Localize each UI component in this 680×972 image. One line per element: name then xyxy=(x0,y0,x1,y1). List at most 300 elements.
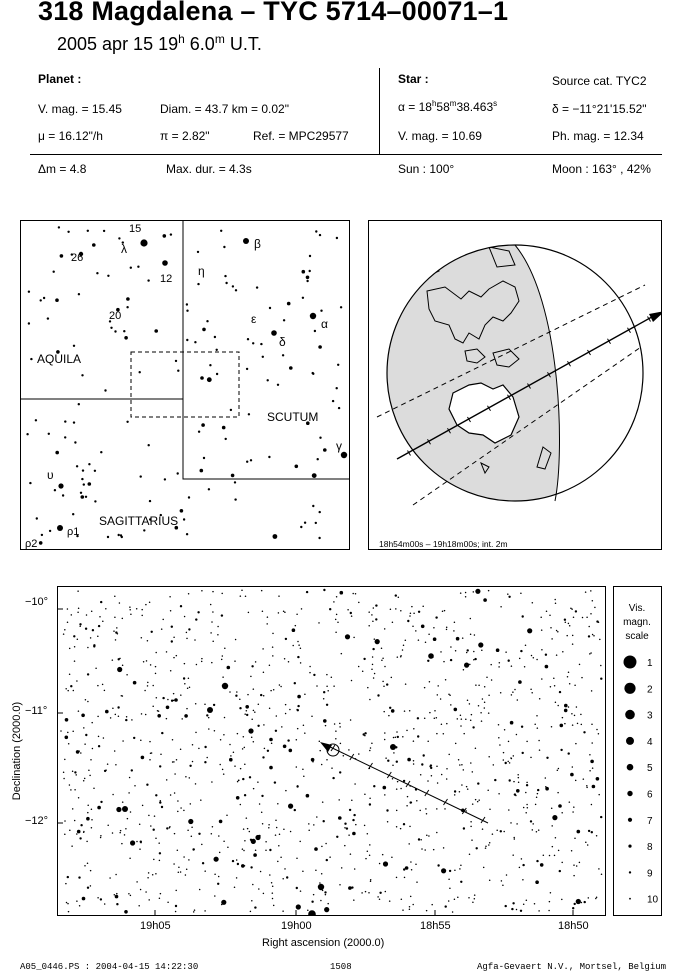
finder-star xyxy=(200,376,204,380)
chart-star xyxy=(68,743,70,745)
chart-star xyxy=(222,676,224,678)
chart-star xyxy=(518,680,522,684)
chart-star xyxy=(530,688,532,690)
chart-star xyxy=(454,622,456,624)
chart-star xyxy=(275,730,277,732)
chart-star xyxy=(60,730,62,732)
finder-star xyxy=(323,448,327,452)
chart-star xyxy=(455,743,457,745)
chart-star xyxy=(323,820,325,822)
chart-star xyxy=(540,863,544,867)
chart-star xyxy=(236,859,238,861)
chart-star xyxy=(336,836,338,838)
chart-star xyxy=(505,651,507,653)
chart-star xyxy=(552,815,557,820)
star-label: 15 xyxy=(129,223,142,235)
chart-star xyxy=(249,831,251,833)
chart-star xyxy=(576,865,578,867)
chart-star xyxy=(596,777,600,781)
finder-star xyxy=(302,297,304,299)
chart-star xyxy=(161,628,163,630)
chart-star xyxy=(514,689,516,691)
chart-star xyxy=(413,740,415,742)
chart-star xyxy=(126,716,128,718)
chart-star xyxy=(351,799,353,801)
chart-star xyxy=(382,657,384,659)
chart-star xyxy=(570,773,574,777)
chart-star xyxy=(91,610,93,612)
chart-star xyxy=(196,664,198,666)
chart-star xyxy=(78,608,80,610)
chart-star xyxy=(420,839,422,841)
chart-star xyxy=(522,615,524,617)
chart-star xyxy=(440,698,442,700)
chart-star xyxy=(461,764,463,766)
chart-star xyxy=(184,683,186,685)
chart-star xyxy=(103,737,105,739)
chart-star xyxy=(498,737,500,739)
chart-star xyxy=(572,811,574,813)
chart-star xyxy=(530,820,532,822)
chart-star xyxy=(470,618,472,620)
chart-star xyxy=(119,658,121,660)
chart-star xyxy=(466,652,468,654)
chart-star xyxy=(323,589,325,591)
chart-star xyxy=(297,695,301,699)
chart-star xyxy=(549,615,551,617)
finder-star xyxy=(58,483,63,488)
planet-reference: Ref. = MPC29577 xyxy=(253,129,349,143)
chart-star xyxy=(130,613,132,615)
finder-star xyxy=(170,233,172,235)
chart-star xyxy=(247,828,249,830)
chart-star xyxy=(114,595,116,597)
legend-magnitude-label: 8 xyxy=(647,842,653,854)
chart-star xyxy=(499,662,501,664)
chart-star xyxy=(470,821,472,823)
chart-star xyxy=(384,732,386,734)
chart-star xyxy=(427,780,429,782)
chart-star xyxy=(555,603,557,605)
chart-star xyxy=(426,835,428,837)
chart-star xyxy=(488,695,490,697)
chart-star xyxy=(454,898,456,900)
chart-star xyxy=(296,614,298,616)
chart-star xyxy=(419,810,421,812)
chart-star xyxy=(172,739,174,741)
star-chart-svg xyxy=(58,587,605,915)
finder-star xyxy=(232,285,234,287)
chart-star xyxy=(436,717,438,719)
finder-star xyxy=(246,368,248,370)
chart-star xyxy=(548,910,550,912)
chart-star xyxy=(427,660,429,662)
chart-star xyxy=(296,887,298,889)
chart-star xyxy=(177,800,179,802)
finder-star xyxy=(47,317,49,319)
chart-star xyxy=(289,709,291,711)
chart-star xyxy=(494,779,496,781)
chart-star xyxy=(433,637,437,641)
chart-star xyxy=(367,850,369,852)
finder-star xyxy=(220,230,222,232)
chart-star xyxy=(516,734,518,736)
chart-star xyxy=(445,679,447,681)
chart-star xyxy=(173,657,175,659)
chart-star xyxy=(478,684,480,686)
finder-star xyxy=(268,456,270,458)
chart-star xyxy=(391,677,393,679)
finder-star xyxy=(124,336,128,340)
chart-star xyxy=(370,879,372,881)
ra-tick-label: 18h55 xyxy=(420,920,451,932)
chart-star xyxy=(221,659,223,661)
chart-star xyxy=(444,808,446,810)
chart-star xyxy=(158,842,160,844)
chart-star xyxy=(295,625,297,627)
chart-star xyxy=(574,838,576,840)
chart-star xyxy=(510,822,512,824)
finder-star xyxy=(53,271,55,273)
chart-star xyxy=(285,638,287,640)
ra-tick-label: 19h00 xyxy=(281,920,312,932)
chart-star xyxy=(474,658,476,660)
chart-star xyxy=(189,765,191,767)
finder-star xyxy=(73,345,75,347)
chart-star xyxy=(425,641,427,643)
chart-star xyxy=(146,660,148,662)
chart-star xyxy=(442,611,444,613)
chart-star xyxy=(526,782,528,784)
chart-star xyxy=(598,868,600,870)
chart-star xyxy=(392,778,394,780)
chart-star xyxy=(335,619,337,621)
chart-star xyxy=(579,664,581,666)
chart-star xyxy=(170,610,172,612)
chart-star xyxy=(76,750,80,754)
finder-star xyxy=(250,459,252,461)
chart-star xyxy=(98,625,100,627)
chart-star xyxy=(87,701,89,703)
finder-star xyxy=(137,266,139,268)
legend-magnitude-label: 2 xyxy=(647,684,653,696)
chart-star xyxy=(434,717,436,719)
finder-star xyxy=(103,230,105,232)
chart-star xyxy=(273,905,275,907)
chart-star xyxy=(322,801,324,803)
chart-star xyxy=(475,589,480,594)
chart-star xyxy=(541,678,543,680)
chart-star xyxy=(174,773,176,775)
finder-star xyxy=(148,444,150,446)
chart-star xyxy=(333,685,335,687)
chart-star xyxy=(550,892,552,894)
legend-title-line: magn. xyxy=(623,617,651,628)
chart-star xyxy=(86,614,88,616)
chart-star xyxy=(210,604,212,606)
chart-star xyxy=(236,877,238,879)
chart-star xyxy=(561,812,563,814)
legend-magnitude-dot xyxy=(624,683,635,694)
chart-star xyxy=(536,715,538,717)
chart-star xyxy=(239,698,241,700)
chart-star xyxy=(596,729,598,731)
chart-star xyxy=(65,883,67,885)
chart-star xyxy=(265,841,267,843)
chart-star xyxy=(78,710,80,712)
finder-star xyxy=(302,270,306,274)
chart-star xyxy=(554,685,556,687)
chart-star xyxy=(221,614,223,616)
chart-star xyxy=(590,613,592,615)
chart-star xyxy=(454,869,456,871)
chart-star xyxy=(232,860,234,862)
chart-star xyxy=(248,728,253,733)
finder-star xyxy=(310,313,316,319)
chart-star xyxy=(460,725,462,727)
chart-star xyxy=(469,854,471,856)
planet-motion: μ = 16.12"/h xyxy=(38,129,103,143)
chart-star xyxy=(224,717,226,719)
chart-star xyxy=(263,724,265,726)
chart-star xyxy=(269,766,273,770)
chart-star xyxy=(473,591,475,593)
finder-star xyxy=(92,243,96,247)
chart-star xyxy=(200,799,202,801)
chart-star xyxy=(78,797,80,799)
chart-star xyxy=(180,694,182,696)
finder-star xyxy=(72,513,74,515)
chart-star xyxy=(589,770,591,772)
chart-star xyxy=(473,659,475,661)
finder-star xyxy=(252,342,254,344)
chart-star xyxy=(191,835,193,837)
chart-star xyxy=(304,694,306,696)
chart-star xyxy=(474,634,476,636)
chart-star xyxy=(74,660,76,662)
legend-magnitude-label: 6 xyxy=(647,789,653,801)
chart-star xyxy=(367,687,369,689)
chart-star xyxy=(475,799,477,801)
chart-star xyxy=(100,801,102,803)
chart-star xyxy=(397,736,399,738)
chart-star xyxy=(147,877,149,879)
chart-star xyxy=(410,613,412,615)
chart-star xyxy=(551,808,553,810)
chart-star xyxy=(522,864,524,866)
chart-star xyxy=(92,748,94,750)
chart-star xyxy=(536,860,538,862)
chart-star xyxy=(390,744,396,750)
chart-star xyxy=(538,910,540,912)
chart-star xyxy=(446,629,448,631)
chart-star xyxy=(577,723,579,725)
chart-star xyxy=(453,630,455,632)
chart-star xyxy=(507,593,509,595)
chart-star xyxy=(241,589,243,591)
chart-star xyxy=(149,759,151,761)
chart-star xyxy=(85,734,87,736)
chart-star xyxy=(339,771,341,773)
chart-star xyxy=(592,600,594,602)
chart-star xyxy=(568,706,570,708)
chart-star xyxy=(327,690,329,692)
chart-star xyxy=(114,894,116,896)
finder-star xyxy=(49,530,51,532)
finder-star xyxy=(337,364,339,366)
chart-star xyxy=(457,896,459,898)
chart-star xyxy=(290,831,292,833)
chart-star xyxy=(519,658,521,660)
chart-star xyxy=(116,807,121,812)
chart-star xyxy=(198,833,200,835)
chart-star xyxy=(140,739,142,741)
max-duration: Max. dur. = 4.3s xyxy=(166,162,252,176)
chart-star xyxy=(204,746,206,748)
chart-star xyxy=(311,715,313,717)
chart-star xyxy=(258,704,260,706)
chart-star xyxy=(218,876,220,878)
finder-star xyxy=(26,433,28,435)
chart-star xyxy=(69,784,71,786)
finder-star xyxy=(315,522,317,524)
chart-star xyxy=(527,807,529,809)
chart-star xyxy=(187,830,189,832)
chart-star xyxy=(444,610,446,612)
chart-star xyxy=(72,731,74,733)
chart-star xyxy=(384,628,386,630)
chart-star xyxy=(281,726,283,728)
chart-star xyxy=(195,703,197,705)
finder-star xyxy=(202,328,206,332)
finder-star xyxy=(306,280,308,282)
chart-star xyxy=(428,835,430,837)
chart-star xyxy=(374,638,376,640)
chart-star xyxy=(162,619,164,621)
chart-star xyxy=(104,770,106,772)
chart-star xyxy=(561,899,563,901)
star-heading: Star : xyxy=(398,72,429,86)
chart-star xyxy=(392,621,394,623)
chart-star xyxy=(91,827,93,829)
chart-star xyxy=(472,901,474,903)
chart-star xyxy=(82,897,86,901)
finder-star xyxy=(201,423,205,427)
chart-star xyxy=(564,704,568,708)
chart-star xyxy=(332,777,334,779)
chart-star xyxy=(585,591,587,593)
chart-star xyxy=(260,871,262,873)
chart-star xyxy=(400,655,402,657)
chart-star xyxy=(175,905,177,907)
star-phmag: Ph. mag. = 12.34 xyxy=(552,129,644,143)
chart-star xyxy=(64,629,66,631)
chart-star xyxy=(572,643,574,645)
chart-star xyxy=(183,677,185,679)
finder-star xyxy=(164,478,166,480)
chart-star xyxy=(221,593,223,595)
chart-star xyxy=(471,839,473,841)
finder-star xyxy=(319,234,321,236)
finder-star xyxy=(234,481,236,483)
chart-star xyxy=(588,635,590,637)
finder-star xyxy=(309,255,311,257)
chart-star xyxy=(244,763,246,765)
chart-star xyxy=(441,774,443,776)
chart-star xyxy=(271,882,273,884)
chart-star xyxy=(261,590,263,592)
chart-star xyxy=(91,819,93,821)
chart-star xyxy=(343,755,345,757)
finder-star xyxy=(126,421,128,423)
chart-star xyxy=(454,708,458,712)
chart-star xyxy=(247,694,249,696)
chart-star xyxy=(576,706,578,708)
chart-star xyxy=(296,857,298,859)
chart-star xyxy=(509,779,511,781)
chart-star xyxy=(206,714,208,716)
chart-star xyxy=(349,809,351,811)
chart-star xyxy=(511,694,513,696)
chart-star xyxy=(449,870,451,872)
chart-star xyxy=(253,710,255,712)
chart-star xyxy=(514,793,516,795)
chart-star xyxy=(279,834,281,836)
chart-star xyxy=(90,759,92,761)
chart-star xyxy=(369,798,371,800)
planet-diameter: Diam. = 43.7 km = 0.02" xyxy=(160,102,289,116)
asteroid-path xyxy=(324,744,488,823)
chart-star xyxy=(448,754,450,756)
chart-star xyxy=(591,742,593,744)
chart-star xyxy=(408,843,410,845)
chart-star xyxy=(464,663,469,668)
finder-star xyxy=(126,297,130,301)
finder-star xyxy=(338,407,340,409)
chart-star xyxy=(170,670,172,672)
chart-star xyxy=(257,781,259,783)
chart-star xyxy=(279,684,281,686)
chart-star xyxy=(436,808,438,810)
finder-star xyxy=(200,469,204,473)
chart-star xyxy=(221,904,223,906)
chart-star xyxy=(244,747,246,749)
chart-star xyxy=(576,899,581,904)
chart-star xyxy=(122,665,124,667)
chart-star xyxy=(478,799,480,801)
chart-star xyxy=(590,590,592,592)
chart-star xyxy=(583,778,585,780)
chart-star xyxy=(410,801,412,803)
chart-star xyxy=(245,595,247,597)
chart-star xyxy=(477,801,479,803)
chart-star xyxy=(521,858,523,860)
chart-star xyxy=(498,793,500,795)
chart-star xyxy=(573,875,575,877)
chart-star xyxy=(78,876,80,878)
chart-star xyxy=(130,811,132,813)
chart-star xyxy=(306,591,308,593)
chart-star xyxy=(470,634,472,636)
chart-star xyxy=(472,726,474,728)
chart-star xyxy=(136,881,138,883)
chart-star xyxy=(194,639,196,641)
finder-star xyxy=(139,371,141,373)
chart-star xyxy=(177,811,179,813)
star-label: δ xyxy=(279,335,286,349)
chart-star xyxy=(152,685,154,687)
chart-star xyxy=(227,847,229,849)
